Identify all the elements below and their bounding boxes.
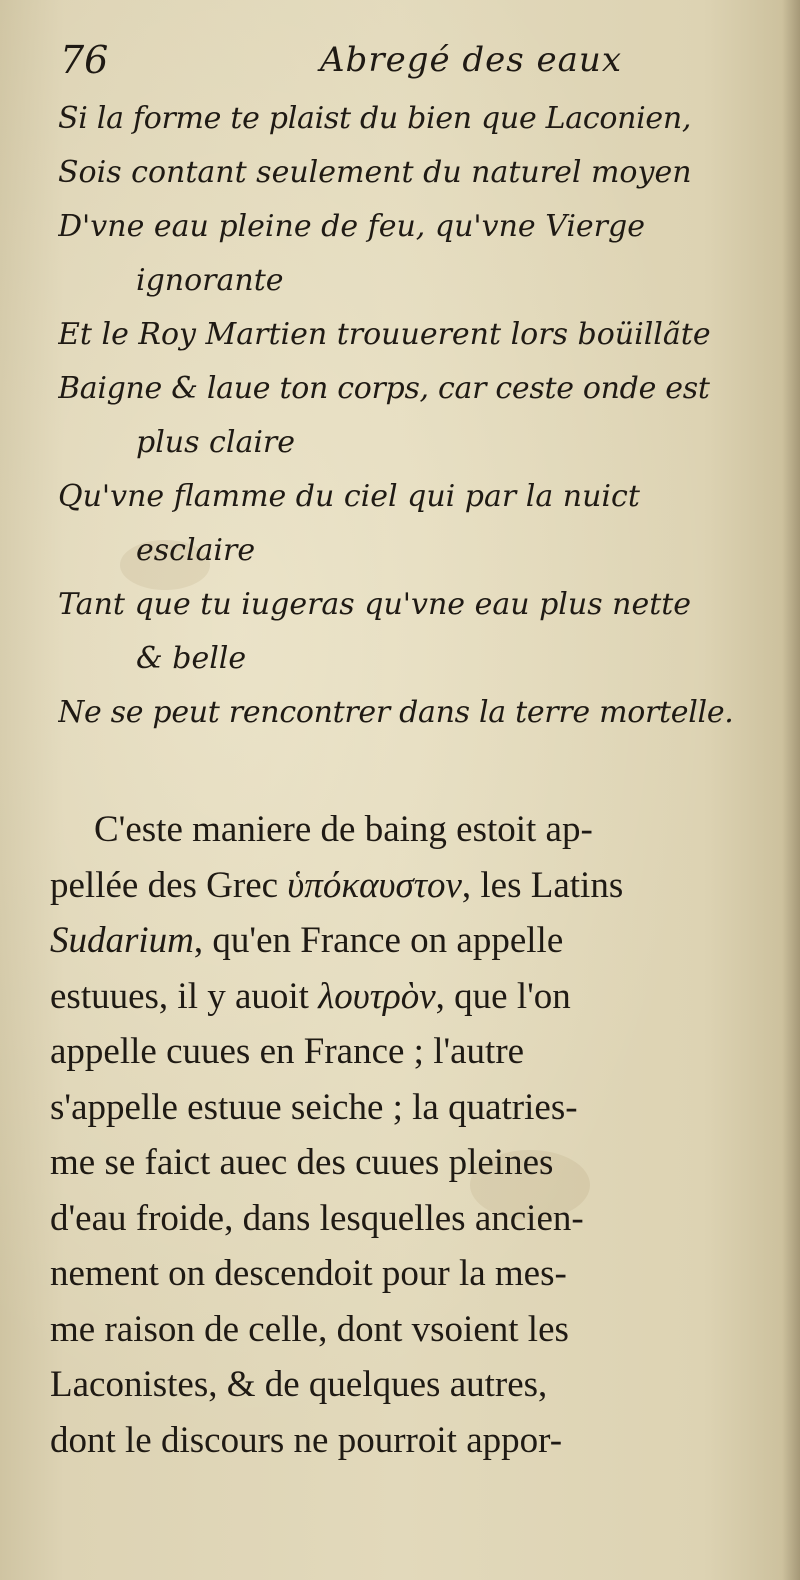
- verse-line: Baigne & laue ton corps, car ceste onde est: [58, 371, 710, 406]
- latin-term: Sudarium: [50, 920, 194, 961]
- verse-line: Tant que tu iugeras qu'vne eau plus nette: [58, 587, 692, 622]
- page-header: [60, 30, 780, 90]
- prose-line: [50, 1413, 788, 1469]
- verse-line-continuation: plus claire: [136, 425, 296, 460]
- prose-line: appelle cuues en France ; l'autre: [50, 1031, 525, 1072]
- prose-line: [50, 858, 788, 914]
- prose-text: pellée des Grec: [50, 864, 288, 906]
- prose-paragraph: [50, 802, 788, 1468]
- verse-line: D'vne eau pleine de feu, qu'vne Vierge: [58, 209, 645, 244]
- page-number: 76: [60, 38, 109, 82]
- prose-line: me raison de celle, dont vsoient les: [50, 1308, 569, 1350]
- prose-line: Laconistes, & de quelques autres,: [50, 1364, 548, 1405]
- greek-term: λουτρὸν: [318, 975, 436, 1017]
- verse-line: Et le Roy Martien trouuerent lors boüillãte: [58, 317, 711, 352]
- catchword: appor-: [466, 1419, 563, 1461]
- prose-line: s'appelle estuue seiche ; la quatries-: [50, 1086, 578, 1128]
- prose-line: me se faict auec des cuues pleines: [50, 1142, 554, 1183]
- prose-text: , que l'on: [435, 975, 571, 1017]
- verse-line: Si la forme te plaist du bien que Laconien,: [58, 101, 692, 136]
- prose-line: [50, 969, 788, 1025]
- prose-text: dont le discours ne pourroit: [50, 1419, 467, 1461]
- prose-line: d'eau froide, dans lesquelles ancien-: [50, 1197, 584, 1239]
- prose-line: [50, 913, 788, 969]
- verse-line: Qu'vne flamme du ciel qui par la nuict: [58, 479, 640, 514]
- verse-line: Sois contant seulement du naturel moyen: [58, 155, 692, 190]
- prose-text: , qu'en France on appelle: [193, 920, 564, 961]
- verse-line-continuation: esclaire: [136, 533, 256, 568]
- prose-line: nement on descendoit pour la mes-: [50, 1253, 567, 1294]
- prose-text: estuues, il y auoit: [50, 975, 319, 1017]
- prose-line: C'este maniere de baing estoit ap-: [94, 809, 593, 850]
- running-title: Abregé des eaux: [320, 40, 622, 80]
- verse-line-continuation: & belle: [136, 641, 247, 676]
- poem-block: [58, 92, 780, 740]
- verse-line-continuation: ignorante: [136, 263, 284, 298]
- prose-text: , les Latins: [461, 864, 624, 906]
- greek-term: ὑπόκαυστον: [287, 864, 462, 906]
- verse-line: Ne se peut rencontrer dans la terre mortelle.: [58, 695, 734, 730]
